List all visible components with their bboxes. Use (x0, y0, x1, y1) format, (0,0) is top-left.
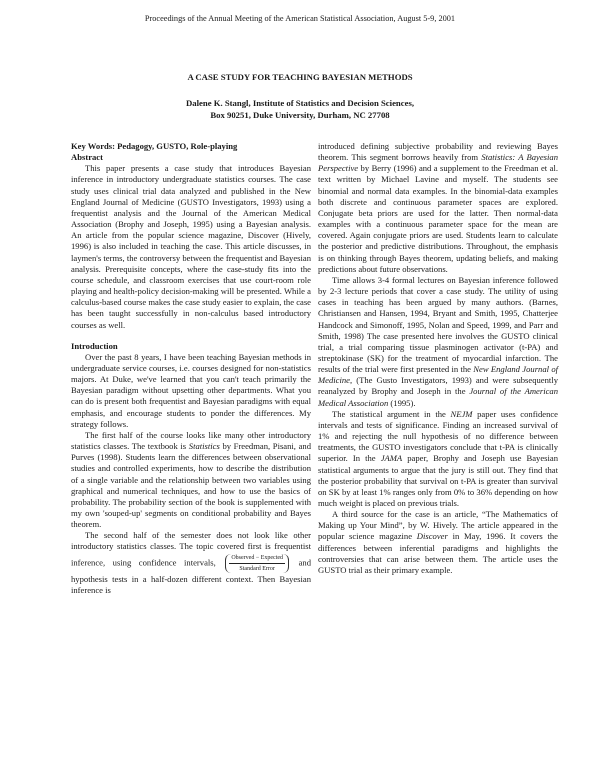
intro-paragraph-1: Over the past 8 years, I have been teaching Bayesian methods in undergraduate service courses, i.e. courses designed for non-statistics majors. At Duke, we've learned that you can't teach primarily the Bayesian paradigm without upsetting other departments. What you can do is present both frequentist and Bayesian paradigms with equal emphasis, and encourage students to ponder the differences. My strategy follows. (71, 351, 311, 429)
right-paragraph-2 (318, 275, 558, 409)
right-paragraph-1 (318, 141, 558, 275)
left-column (71, 141, 311, 596)
journal-jama: Journal of the American Medical Association (318, 386, 558, 408)
right-p1-text-a: introduced defining subjective probability and reviewing Bayes theorem. This segment borrows heavily from (318, 141, 558, 163)
right-p3-text-c: paper, Brophy and Joseph use Bayesian statistical arguments to argue that the jury is still out. They find that the posterior probability that survival on t-PA is greater than survival on SK by at least 1% ranges only from 0% to 36% depending on how much weight is placed on previous trials. (318, 453, 558, 508)
intro-p2-text-b: by Freedman, Pisani, and Purves (1998). Students learn the differences between observational studies and controlled experiments, how to describe the distribution of a single variable and the relationship between two variables using graphical and numerical techniques, and how to use the basics of probability. The probability section of the book is supplemented with my own 'souped-up' segments on conditional probability and Bayes theorem. (71, 441, 311, 530)
journal-nejm: New England Journal of Medicine (318, 364, 558, 386)
right-column (318, 141, 558, 576)
introduction-heading: Introduction (71, 340, 118, 351)
intro-paragraph-2 (71, 430, 311, 530)
running-header: Proceedings of the Annual Meeting of the American Statistical Association, August 5-9, 2001 (144, 14, 456, 23)
abstract-paragraph: This paper presents a case study that introduces Bayesian inference in introductory undergraduate statistics courses. The case study uses clinical trial data analyzed and published in the New England Journal of Medicine (GUSTO Investigators, 1993) using a frequentist analysis and the Journal of the American Medical Association (Brophy and Joseph, 1995) using a Bayesian analysis. An article from the popular science magazine, Discover (Hively, 1996) is also included in teaching the case. This article discusses, in laymen's terms, the controversy between the frequentist and Bayesian analysis. Prerequisite concepts, where the case-study fits into the course schedule, and classroom exercises that use court-room role playing and health-policy decision-making will be presented. While a calculus-based course makes the case study easier to explain, the case has been taught successfully in non-calculus based introductory courses as well. (71, 163, 311, 330)
book-title-bayesian-perspective: Statistics: A Bayesian Perspective (318, 152, 559, 174)
test-statistic-formula (225, 554, 289, 573)
right-paragraph-4 (318, 509, 558, 576)
section-gap (71, 331, 311, 341)
nejm-abbrev: NEJM (450, 408, 473, 419)
intro-paragraph-3 (71, 530, 311, 596)
jama-abbrev: JAMA (380, 453, 403, 464)
right-p2-text-b: , (The Gusto Investigators, 1993) and were subsequently reanalyzed by Brophy and Joseph in the (318, 375, 558, 397)
book-title-statistics: Statistics (188, 441, 220, 452)
right-p4-text-a: A third source for the case is an article, “The Mathematics of Making up Your Mind”, by W. Hively. The article appeared in the popular science magazine (318, 509, 558, 542)
right-p2-text-c: (1995). (388, 397, 416, 408)
right-p4-text-b: in May, 1996. It covers the differences between inferential paradigms and highlights the controversies that can arise between them. The article uses the GUSTO trial as their primary example. (318, 531, 558, 575)
intro-p3-text-b: and hypothesis tests in a half-dozen different context. Then Bayesian inference is (71, 557, 311, 595)
right-p1-text-b: by Berry (1996) and a supplement to the Freedman et al. text written by Michael Lavine and myself. The students see binomial and normal data examples. In the binomial-data examples both discrete and continuous parameter spaces are explored. Conjugate beta priors are used for the latter. Then normal-data examples with a continuous parameter space for the mean are covered. Again conjugate priors are used. Students learn to calculate the posterior and predictive distributions. Throughout, the emphasis is on thinking through Bayes theorem, updating beliefs, and making predictions about future observations. (318, 163, 558, 274)
right-paragraph-3 (318, 409, 558, 509)
author-block (0, 97, 600, 121)
intro-p3-text-a: The second half of the semester does not look like other introductory statistics classes. The topic covered first is frequentist inference, using confidence intervals, (71, 530, 311, 568)
author-affiliation-line-2: Box 90251, Duke University, Durham, NC 27708 (210, 110, 390, 120)
intro-p2-text-a: The first half of the course looks like many other introductory statistics classes. The textbook is (71, 429, 311, 452)
keywords: Key Words: Pedagogy, GUSTO, Role-playing (71, 141, 238, 151)
author-affiliation-line-1: Dalene K. Stangl, Institute of Statistics and Decision Sciences, (185, 98, 415, 108)
right-p2-text-a: Time allows 3-4 formal lectures on Bayesian inference followed by 2-3 lecture periods that cover a case study. The utility of using cases in teaching has been argued by many authors. (Barnes, Christiansen and Hansen, 1994, Bryant and Smith, 1995, Chatterjee Handcock and Simonoff, 1995, Nolan and Speed, 1999, and Parr and Smith, 1998) The case presented here involves the GUSTO clinical trial, a trial comparing tissue plasminogen activator (t-PA) and streptokinase (SK) for the treatment of myocardial infarction. The results of the trial were first presented in the (318, 274, 558, 375)
paper-title: A CASE STUDY FOR TEACHING BAYESIAN METHODS (187, 72, 413, 82)
right-p3-text-a: The statistical argument in the (332, 408, 451, 419)
formula-numerator: Observed − Expected (229, 554, 285, 564)
magazine-discover: Discover (416, 531, 448, 542)
right-p3-text-b: paper uses confidence intervals and tests of significance. Finding an increased survival of 1% and rejecting the null hypothesis of no difference between treatments, the GUSTO investigators conclude that t-PA is clinically superior. In the (318, 408, 558, 464)
formula-denominator: Standard Error (239, 565, 275, 572)
abstract-heading: Abstract (71, 152, 103, 163)
